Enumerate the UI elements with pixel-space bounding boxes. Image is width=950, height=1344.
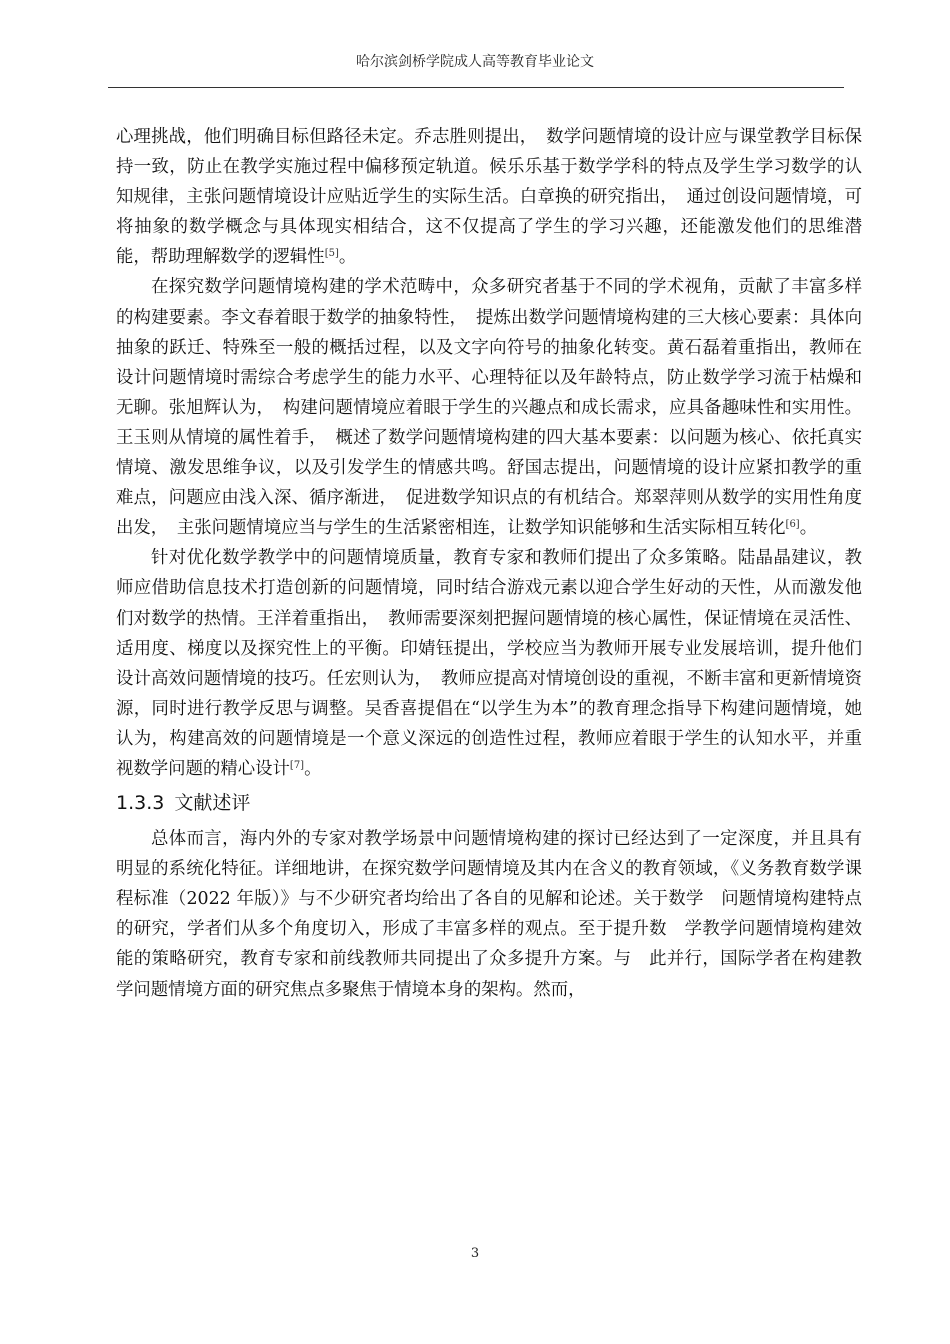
paragraph-2 — [116, 272, 862, 543]
page-header: 哈尔滨剑桥学院成人高等教育毕业论文 — [356, 54, 594, 70]
section-number: 1.3.3 — [116, 792, 165, 815]
page-number: 3 — [470, 1246, 480, 1261]
citation-5: [5] — [324, 248, 339, 260]
citation-6: [6] — [785, 519, 800, 531]
citation-7: [7] — [289, 759, 305, 771]
paragraph-3-text: 针对优化数学教学中的问题情境质量，教育专家和教师们提出了众多策略。陆晶晶建议，教师应借助信息技术打造创新的问题情境，同时结合游戏元素以迎合学生好动的天性，从而激发他们对数学的热情。王洋着重指出， 教师需要深刻把握问题情境的核心属性，保证情境在灵活性、适用度、梯度以及探究性上的平衡。印婧钰提出，学校应当为教师开展专业发展培训，提升他们设计高效问题情境的技巧。任宏则认为， 教师应提高对情境创设的重视，不断丰富和更新情境资源，同时进行教学反思与调整。吴香喜提倡在“以学生为本”的教育理念指导下构建问题情境，她认为，构建高效的问题情境是一个意义深远的创造性过程，教师应着眼于学生的认知水平，并重视数学问题的精心设计 — [116, 548, 862, 779]
paragraph-3-end: 。 — [304, 758, 322, 779]
paragraph-3 — [116, 543, 862, 784]
paragraph-2-end: 。 — [799, 518, 818, 539]
document-body — [116, 122, 862, 1005]
paragraph-1-text: 心理挑战，他们明确目标但路径未定。乔志胜则提出， 数学问题情境的设计应与课堂教学目标保持一致，防止在教学实施过程中偏移预定轨道。候乐乐基于数学学科的特点及学生学习数学的认知规律，主张问题情境设计应贴近学生的实际生活。白章换的研究指出， 通过创设问题情境，可将抽象的数学概念与具体现实相结合，这不仅提高了学生的学习兴趣，还能激发他们的思维潜能，帮助理解数学的逻辑性 — [116, 127, 862, 268]
section-heading — [116, 788, 862, 818]
paragraph-1-end: 。 — [338, 247, 357, 268]
section-title: 文献述评 — [174, 792, 251, 815]
paragraph-2-text: 在探究数学问题情境构建的学术范畴中，众多研究者基于不同的学术视角，贡献了丰富多样的构建要素。李文春着眼于数学的抽象特性， 提炼出数学问题情境构建的三大核心要素：具体向抽象的跃迁、特殊至一般的概括过程，以及文字向符号的抽象化转变。黄石磊着重指出，教师在设计问题情境时需综合考虑学生的能力水平、心理特征以及年龄特点，防止数学学习流于枯燥和无聊。张旭辉认为， 构建问题情境应着眼于学生的兴趣点和成长需求，应具备趣味性和实用性。王玉则从情境的属性着手， 概述了数学问题情境构建的四大基本要素：以问题为核心、依托真实情境、激发思维争议，以及引发学生的情感共鸣。舒国志提出，问题情境的设计应紧扣教学的重难点，问题应由浅入深、循序渐进， 促进数学知识点的有机结合。郑翠萍则从数学的实用性角度出发， 主张问题情境应当与学生的生活紧密相连，让数学知识能够和生活实际相互转化 — [116, 277, 862, 539]
paragraph-4: 总体而言，海内外的专家对教学场景中问题情境构建的探讨已经达到了一定深度，并且具有明显的系统化特征。详细地讲，在探究数学问题情境及其内在含义的教育领域，《义务教育数学课程标准（2022 年版）》与不少研究者均给出了各自的见解和论述。关于数学 问题情境构建特点的研究，学者们从多个角度切入，形成了丰富多样的观点。至于提升数 学教学问题情境构建效能的策略研究，教育专家和前线教师共同提出了众多提升方案。与 此并行，国际学者在构建教学问题情境方面的研究焦点多聚焦于情境本身的架构。然而， — [116, 829, 862, 1000]
header-divider — [108, 87, 844, 88]
paragraph-1 — [116, 122, 862, 272]
